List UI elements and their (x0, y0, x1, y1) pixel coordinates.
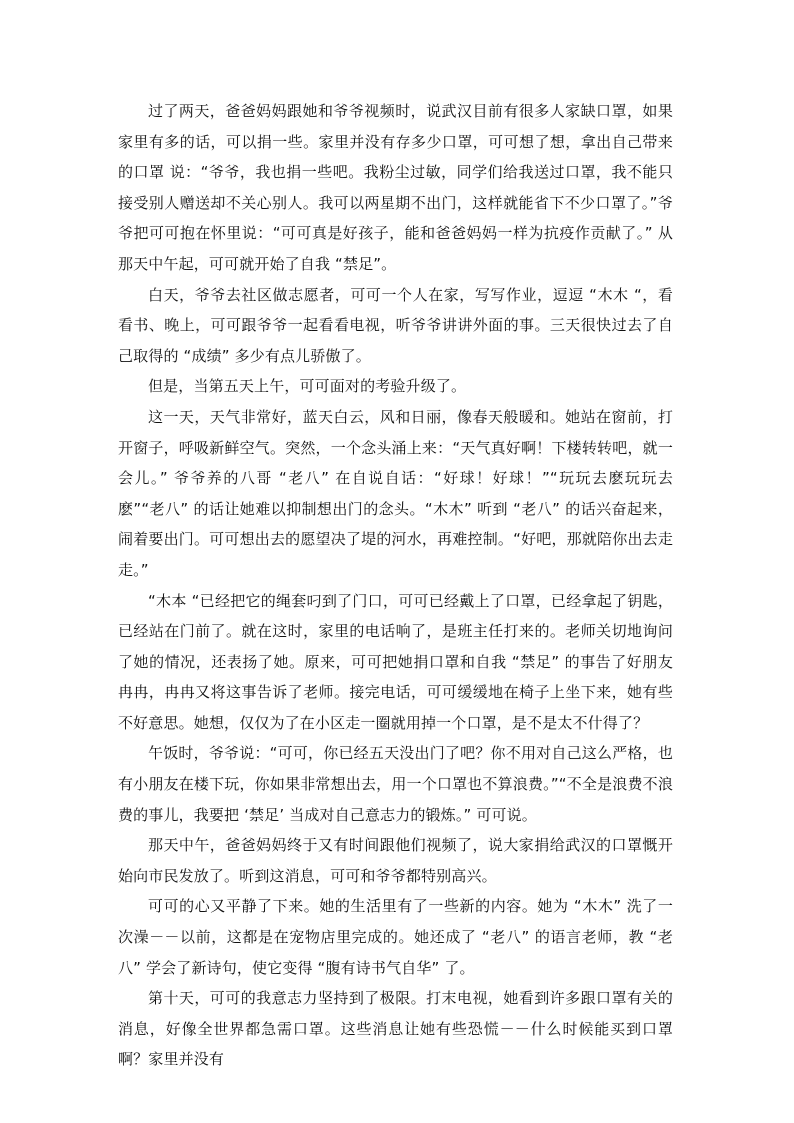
paragraph-4: 这一天，天气非常好，蓝天白云，风和日丽，像春天般暖和。她站在窗前，打开窗子，呼吸新鲜空气。突然，一个念头涌上来：“天气真好啊！下楼转转吧，就一会儿。” 爷爷养的八哥 “老八” 在自说自话：“好球！好球！”“玩玩去麽玩玩去麽”“老八” 的话让她难以抑制想出门的念头。“木木” 听到 “老八” 的话兴奋起来，闹着要出门。可可想出去的愿望决了堤的河水，再难控制。“好吧，那就陪你出去走走。” (118, 407, 673, 579)
paragraph-8: 可可的心又平静了下来。她的生活里有了一些新的内容。她为 “木木” 洗了一次澡－－以前，这都是在宠物店里完成的。她还成了 “老八” 的语言老师，教 “老八” 学会了新诗句，使它变得 “腹有诗书气自华” 了。 (118, 897, 673, 977)
paragraph-6: 午饭时，爷爷说：“可可，你已经五天没出门了吧？你不用对自己这么严格，也有小朋友在楼下玩，你如果非常想出去，用一个口罩也不算浪费。”“不全是浪费不浪费的事儿，我要把 ‘禁足’ 当成对自己意志力的锻炼。” 可可说。 (118, 744, 673, 824)
paragraph-2: 白天，爷爷去社区做志愿者，可可一个人在家，写写作业，逗逗 “木木 “，看看书、晚上，可可跟爷爷一起看看电视，听爷爷讲讲外面的事。三天很快过去了自己取得的 “成绩” 多少有点儿骄傲了。 (118, 285, 673, 365)
paragraph-5: “木本 “已经把它的绳套叼到了门口，可可已经戴上了口罩，已经拿起了钥匙，已经站在门前了。就在这时，家里的电话响了，是班主任打来的。老师关切地询问了她的情况，还表扬了她。原来，可可把她捐口罩和自我 “禁足” 的事告了好朋友冉冉，冉冉又将这事告诉了老师。接完电话，可可缓缓地在椅子上坐下来，她有些不好意思。她想，仅仅为了在小区走一圈就用掉一个口罩，是不是太不什得了？ (118, 591, 673, 732)
paragraph-3: 但是，当第五天上午，可可面对的考验升级了。 (148, 377, 467, 396)
paragraph-9: 第十天，可可的我意志力坚持到了极限。打末电视，她看到许多跟口罩有关的消息，好像全世界都急需口罩。这些消息让她有些恐慌－－什么时候能买到口罩啊？家里并没有 (118, 989, 673, 1069)
story-text (118, 96, 673, 1075)
paragraph-1: 过了两天，爸爸妈妈跟她和爷爷视频时，说武汉目前有很多人家缺口罩，如果家里有多的话，可以捐一些。家里并没有存多少口罩，可可想了想，拿出自己带来的口罩 说：“爷爷，我也捐一些吧。我粉尘过敏，同学们给我送过口罩，我不能只接受别人赠送却不关心别人。我可以两星期不出门，这样就能省下不少口罩了。”爷爷把可可抱在怀里说：“可可真是好孩子，能和爸爸妈妈一样为抗疫作贡献了。” 从那天中午起，可可就开始了自我 “禁足”。 (118, 102, 673, 273)
paragraph-7: 那天中午，爸爸妈妈终于又有时间跟他们视频了，说大家捐给武汉的口罩慨开始向市民发放了。听到这消息，可可和爷爷都特别高兴。 (118, 836, 673, 885)
